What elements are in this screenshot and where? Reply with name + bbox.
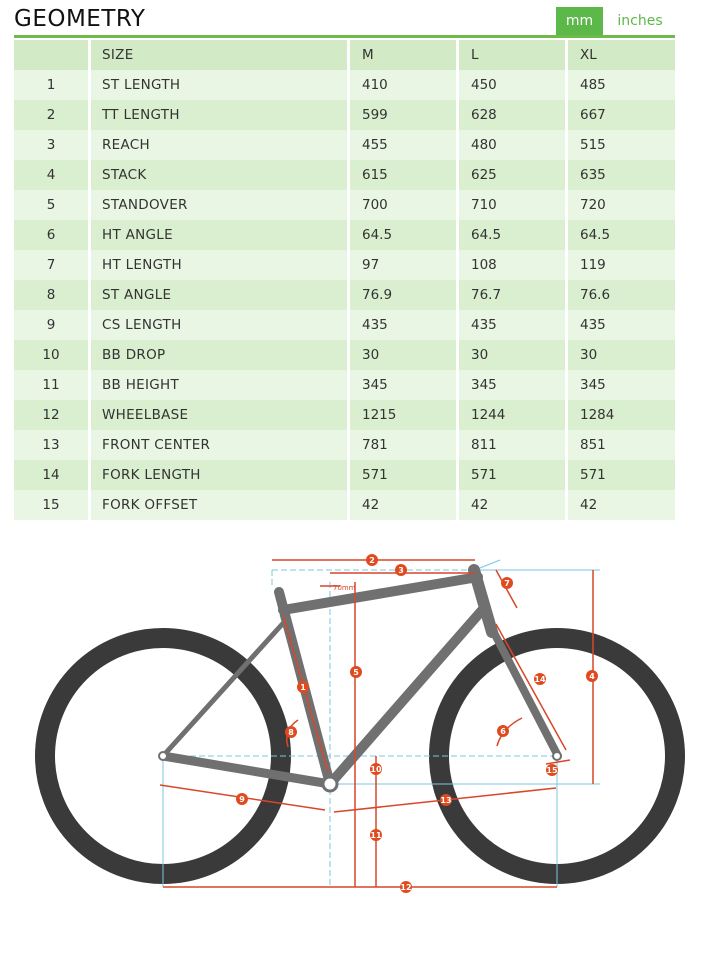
row-label: STACK [91,160,350,190]
value-l: 628 [459,100,568,130]
value-xl: 851 [568,430,675,460]
table-row [14,280,675,310]
value-l: 30 [459,340,568,370]
marker-13 [440,794,452,806]
table-row [14,430,675,460]
value-xl: 515 [568,130,675,160]
table-row [14,100,675,130]
row-number: 8 [14,280,91,310]
marker-3 [395,564,407,576]
row-number: 6 [14,220,91,250]
row-number: 14 [14,460,91,490]
table-header-row [14,40,675,70]
marker-7 [501,577,513,589]
row-number: 12 [14,400,91,430]
bottom-bracket [323,777,337,791]
value-m: 1215 [350,400,459,430]
table-row [14,130,675,160]
front-axle [553,752,561,760]
value-xl: 435 [568,310,675,340]
bike-geometry-diagram [0,540,708,940]
svg-text:1: 1 [300,683,306,692]
value-m: 435 [350,310,459,340]
row-number: 4 [14,160,91,190]
table-row [14,490,675,520]
value-l: 710 [459,190,568,220]
value-m: 781 [350,430,459,460]
bike-frame [163,570,558,784]
value-m: 97 [350,250,459,280]
table-row [14,400,675,430]
marker-11 [370,829,382,841]
value-m: 615 [350,160,459,190]
row-number: 15 [14,490,91,520]
svg-text:8: 8 [288,728,294,737]
value-m: 571 [350,460,459,490]
svg-text:7: 7 [504,579,510,588]
page-title: GEOMETRY [14,6,146,32]
svg-text:12: 12 [400,883,412,892]
value-m: 599 [350,100,459,130]
column-header-index [14,40,91,70]
svg-text:4: 4 [589,672,595,681]
value-m: 455 [350,130,459,160]
row-label: FRONT CENTER [91,430,350,460]
rear-axle [159,752,167,760]
value-l: 625 [459,160,568,190]
unit-inches-button[interactable]: inches [617,13,663,29]
marker-14 [534,673,546,685]
value-l: 1244 [459,400,568,430]
value-l: 76.7 [459,280,568,310]
value-xl: 720 [568,190,675,220]
table-row [14,460,675,490]
svg-text:5: 5 [353,668,359,677]
column-header-xl: XL [568,40,675,70]
column-header-size: SIZE [91,40,350,70]
value-m: 345 [350,370,459,400]
value-m: 700 [350,190,459,220]
value-m: 76.9 [350,280,459,310]
value-l: 571 [459,460,568,490]
offset-70mm-label: 70mm [333,584,356,592]
table-row [14,340,675,370]
row-number: 5 [14,190,91,220]
table-row [14,160,675,190]
column-header-l: L [459,40,568,70]
value-l: 811 [459,430,568,460]
value-xl: 1284 [568,400,675,430]
row-label: HT ANGLE [91,220,350,250]
row-number: 10 [14,340,91,370]
row-number: 7 [14,250,91,280]
row-label: HT LENGTH [91,250,350,280]
marker-8 [285,726,297,738]
value-xl: 64.5 [568,220,675,250]
value-l: 64.5 [459,220,568,250]
row-label: CS LENGTH [91,310,350,340]
value-xl: 42 [568,490,675,520]
row-number: 13 [14,430,91,460]
marker-12 [400,881,412,893]
row-number: 2 [14,100,91,130]
value-l: 450 [459,70,568,100]
row-label: FORK LENGTH [91,460,350,490]
value-xl: 485 [568,70,675,100]
svg-text:13: 13 [440,796,452,805]
column-header-m: M [350,40,459,70]
row-label: STANDOVER [91,190,350,220]
svg-text:2: 2 [369,556,375,565]
row-label: BB HEIGHT [91,370,350,400]
table-row [14,250,675,280]
marker-5 [350,666,362,678]
marker-2 [366,554,378,566]
svg-text:15: 15 [546,766,558,775]
row-label: TT LENGTH [91,100,350,130]
value-xl: 30 [568,340,675,370]
row-number: 11 [14,370,91,400]
value-l: 435 [459,310,568,340]
table-row [14,370,675,400]
svg-text:6: 6 [500,727,506,736]
marker-15 [546,764,558,776]
value-xl: 76.6 [568,280,675,310]
marker-1 [297,681,309,693]
row-label: REACH [91,130,350,160]
row-label: ST LENGTH [91,70,350,100]
svg-text:10: 10 [370,765,382,774]
svg-text:9: 9 [239,795,245,804]
value-m: 30 [350,340,459,370]
value-xl: 119 [568,250,675,280]
value-l: 108 [459,250,568,280]
value-xl: 345 [568,370,675,400]
svg-text:3: 3 [398,566,404,575]
value-m: 64.5 [350,220,459,250]
geometry-header [14,0,675,38]
row-label: BB DROP [91,340,350,370]
row-number: 3 [14,130,91,160]
value-l: 345 [459,370,568,400]
table-row [14,190,675,220]
value-m: 410 [350,70,459,100]
table-row [14,220,675,250]
value-xl: 571 [568,460,675,490]
row-label: WHEELBASE [91,400,350,430]
row-number: 1 [14,70,91,100]
marker-4 [586,670,598,682]
value-l: 42 [459,490,568,520]
marker-10 [370,763,382,775]
row-label: FORK OFFSET [91,490,350,520]
table-row [14,70,675,100]
value-xl: 635 [568,160,675,190]
marker-9 [236,793,248,805]
row-number: 9 [14,310,91,340]
value-l: 480 [459,130,568,160]
marker-6 [497,725,509,737]
svg-text:11: 11 [370,831,382,840]
svg-text:14: 14 [534,675,546,684]
guide-lines [163,570,557,885]
value-xl: 667 [568,100,675,130]
table-row [14,310,675,340]
row-label: ST ANGLE [91,280,350,310]
unit-mm-button[interactable]: mm [556,7,603,35]
value-m: 42 [350,490,459,520]
geometry-table [14,40,675,520]
